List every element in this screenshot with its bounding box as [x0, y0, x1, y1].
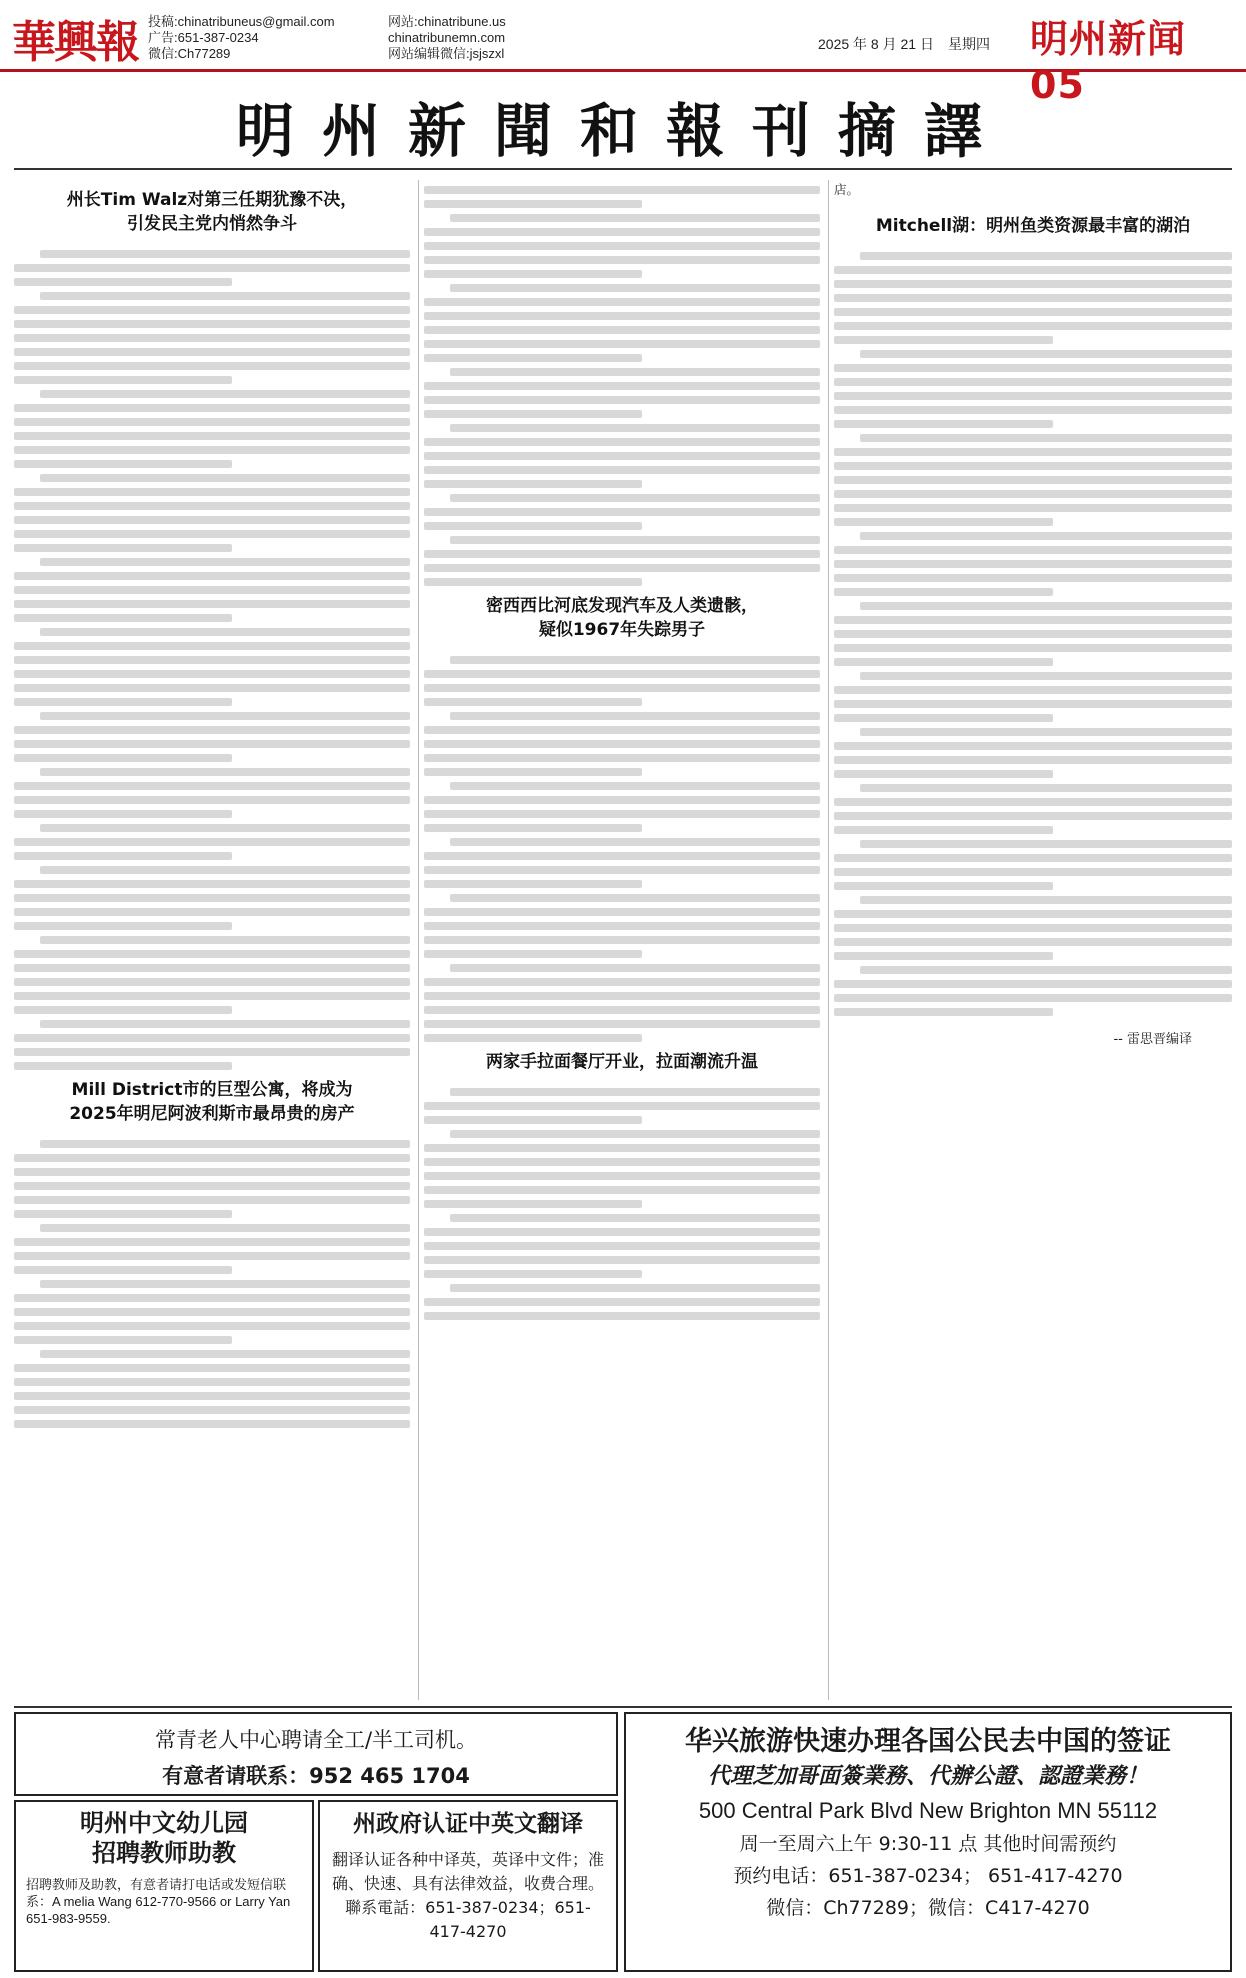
- title-divider: [14, 168, 1232, 170]
- ramen-body: [424, 1088, 820, 1320]
- contact-editor-wechat: 网站编辑微信:jsjszxl: [388, 46, 505, 61]
- mill-headline: Mill District市的巨型公寓，将成为 2025年明尼阿波利斯市最昂贵的房产: [69, 1080, 355, 1124]
- kindergarten-title-2: 招聘教师助教: [92, 1839, 236, 1867]
- translation-title: 州政府认证中英文翻译: [353, 1811, 583, 1837]
- travel-title: 华兴旅游快速办理各国公民去中国的签证: [685, 1726, 1171, 1757]
- walz-headline: 州长Tim Walz对第三任期犹豫不决， 引发民主党内悄然争斗: [66, 190, 358, 234]
- walz-body: [14, 250, 410, 1070]
- contact-info-left: [148, 14, 335, 62]
- contact-info-right: [388, 14, 506, 62]
- translator-byline: -- 雷思晋编译: [1113, 1032, 1192, 1047]
- ramen-headline: 两家手拉面餐厅开业，拉面潮流升温: [486, 1052, 758, 1072]
- contact-website-1: 网站:chinatribune.us: [388, 14, 506, 29]
- contact-ad-phone: 广告:651-387-0234: [148, 30, 259, 45]
- contact-wechat: 微信:Ch77289: [148, 46, 231, 61]
- column-left: [14, 180, 410, 1700]
- column-divider-2: [828, 180, 829, 1700]
- travel-visa-ad: [624, 1712, 1232, 1972]
- kindergarten-title-1: 明州中文幼儿园: [80, 1809, 248, 1837]
- ads-divider: [14, 1706, 1232, 1708]
- mill-body-continued: [424, 186, 820, 586]
- travel-wechat: 微信：Ch77289；微信：C417-4270: [766, 1897, 1090, 1919]
- travel-address: 500 Central Park Blvd New Brighton MN 55112: [698, 1798, 1158, 1823]
- senior-ad-line2: 有意者请联系：952 465 1704: [162, 1764, 470, 1788]
- mill-tail: 店。: [834, 182, 860, 197]
- translation-text: 翻译认证各种中译英，英译中文件；准确、快速、具有法律效益，收费合理。聯系電話：651-387-0234；651-417-4270: [331, 1850, 604, 1941]
- page-title: 明州新聞和報刊摘譯: [235, 97, 1010, 165]
- section-title: 明州新闻 05: [1030, 17, 1187, 107]
- kindergarten-text: 招聘教师及助教，有意者请打电话或发短信联系：A melia Wang 612-770-9566 or Larry Yan 651-983-9559.: [26, 1877, 291, 1926]
- miss-headline: 密西西比河底发现汽车及人类遗骸， 疑似1967年失踪男子: [486, 596, 758, 640]
- column-divider-1: [418, 180, 419, 1700]
- newspaper-logo: 華興報: [12, 17, 138, 68]
- translation-ad: [318, 1800, 618, 1972]
- kindergarten-ad: [14, 1800, 314, 1972]
- contact-website-2: chinatribunemn.com: [388, 30, 506, 45]
- mitchell-headline: Mitchell湖：明州鱼类资源最丰富的湖泊: [875, 216, 1191, 236]
- miss-body: [424, 656, 820, 1042]
- senior-ad-line1: 常青老人中心聘请全工/半工司机。: [154, 1728, 478, 1752]
- senior-center-ad: [14, 1712, 618, 1796]
- issue-date: 2025 年 8 月 21 日 星期四: [818, 36, 990, 52]
- travel-subtitle: 代理芝加哥面簽業務、代辦公證、認證業務！: [707, 1764, 1148, 1789]
- column-right: [834, 180, 1232, 1700]
- travel-phone: 预约电话：651-387-0234； 651-417-4270: [733, 1865, 1123, 1887]
- masthead: [0, 0, 1246, 107]
- mitchell-body: [834, 252, 1232, 1016]
- contact-submit-email: 投稿:chinatribuneus@gmail.com: [148, 14, 335, 29]
- mill-body: [14, 1140, 410, 1428]
- column-middle: [424, 180, 820, 1700]
- travel-hours: 周一至周六上午 9:30-11 点 其他时间需预约: [739, 1833, 1117, 1855]
